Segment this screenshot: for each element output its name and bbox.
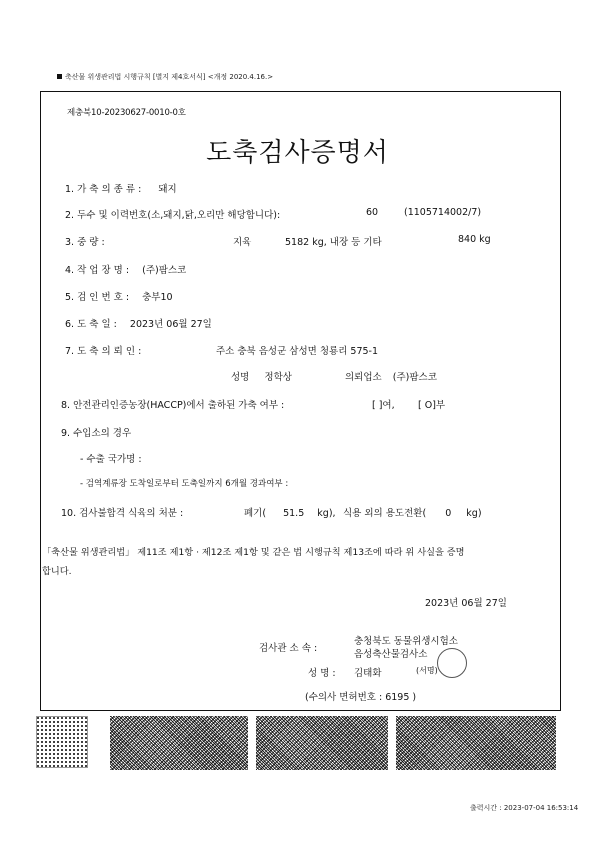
page-title: 도축검사증명서	[206, 138, 389, 168]
row-10-use	[343, 505, 482, 519]
row-9-months: - 검역계류장 도착일로부터 도축일까지 6개월 경과여부 :	[80, 479, 289, 489]
inspector-name-label: 성 명 :	[308, 668, 336, 679]
row-10-discard	[244, 505, 336, 519]
row-2-label: 2. 두수 및 이력번호(소,돼지,닭,오리만 해당합니다):	[65, 210, 281, 221]
row-8-option-no: [ O]부	[418, 400, 446, 411]
row-7-client	[345, 369, 437, 383]
row-7-client-value: (주)팜스코	[392, 372, 437, 383]
row-7-name	[231, 369, 292, 383]
row-4-label: 4. 작 업 장 명 :	[65, 265, 130, 276]
inspector-dept-1: 충청북도 동물위생시험소	[354, 636, 458, 647]
row-4	[65, 262, 186, 276]
official-seal-icon	[437, 648, 467, 678]
row-5-value: 충부10	[142, 292, 173, 303]
barcode-block-2	[256, 716, 388, 770]
qr-code-icon	[36, 716, 88, 768]
row-7-name-label: 성명	[231, 372, 250, 383]
row-10-discard-label: 폐기(	[244, 508, 267, 519]
row-3-other: 840 kg	[458, 234, 491, 245]
inspector-license: (수의사 면허번호 : 6195 )	[305, 692, 417, 703]
form-header-text: 축산물 위생관리법 시행규칙 [별지 제4호서식] <개정 2020.4.16.>	[65, 73, 274, 81]
row-9-label: 9. 수입소의 경우	[61, 428, 132, 439]
square-icon	[57, 74, 62, 79]
issue-date: 2023년 06월 27일	[425, 598, 507, 609]
row-4-value: (주)팜스코	[142, 265, 187, 276]
row-8-label: 8. 안전관리인증농장(HACCP)에서 출하된 가축 여부 :	[61, 400, 285, 411]
row-10-use-unit: kg)	[466, 508, 482, 519]
row-7-client-label: 의뢰업소	[345, 372, 382, 383]
inspector-name: 김태화	[354, 668, 382, 679]
row-2-trace: (1105714002/7)	[404, 207, 482, 218]
statement-line-2: 합니다.	[42, 566, 72, 577]
form-header	[57, 72, 273, 82]
row-1-label: 1. 가 축 의 종 류 :	[65, 184, 142, 195]
row-2	[65, 207, 280, 221]
certificate-number: 제충북10-20230627-0010-0호	[67, 108, 186, 118]
barcode-block-3	[396, 716, 556, 770]
row-6	[65, 316, 212, 330]
row-3-kind: 지육	[233, 237, 252, 248]
signature-mark: (서명)	[416, 666, 438, 675]
row-8-option-yes: [ ]여,	[372, 400, 395, 411]
row-7-address: 주소 충북 음성군 삼성면 청룡리 575-1	[216, 346, 379, 357]
row-2-count: 60	[366, 207, 379, 218]
print-timestamp: 출력시간 : 2023-07-04 16:53:14	[470, 804, 579, 812]
row-10-discard-value: 51.5	[283, 508, 305, 519]
row-7-label: 7. 도 축 의 뢰 인 :	[65, 346, 142, 357]
row-6-label: 6. 도 축 일 :	[65, 319, 117, 330]
row-1-value: 돼지	[158, 184, 177, 195]
statement-line-1: 「축산물 위생관리법」 제11조 제1항 · 제12조 제1항 및 같은 법 시행규칙 제13조에 따라 위 사실을 증명	[42, 547, 465, 558]
row-6-value: 2023년 06월 27일	[129, 319, 212, 330]
row-9-country: - 수출 국가명 :	[80, 454, 142, 465]
row-5-label: 5. 검 인 번 호 :	[65, 292, 130, 303]
barcode-block-1	[110, 716, 248, 770]
row-5	[65, 289, 173, 303]
row-7-name-value: 정학상	[264, 372, 292, 383]
row-10-use-value: 0	[445, 508, 452, 519]
row-10-discard-unit: kg),	[317, 508, 336, 519]
row-1	[65, 181, 177, 195]
inspector-dept-2: 음성축산물검사소	[354, 649, 428, 660]
row-10-use-label: 식용 외의 용도전환(	[343, 508, 427, 519]
inspector-dept-label: 검사관 소 속 :	[259, 643, 318, 654]
row-3-label: 3. 중 량 :	[65, 237, 105, 248]
row-10-label: 10. 검사불합격 식육의 처분 :	[61, 508, 184, 519]
row-3-weight: 5182 kg, 내장 등 기타	[285, 237, 382, 248]
